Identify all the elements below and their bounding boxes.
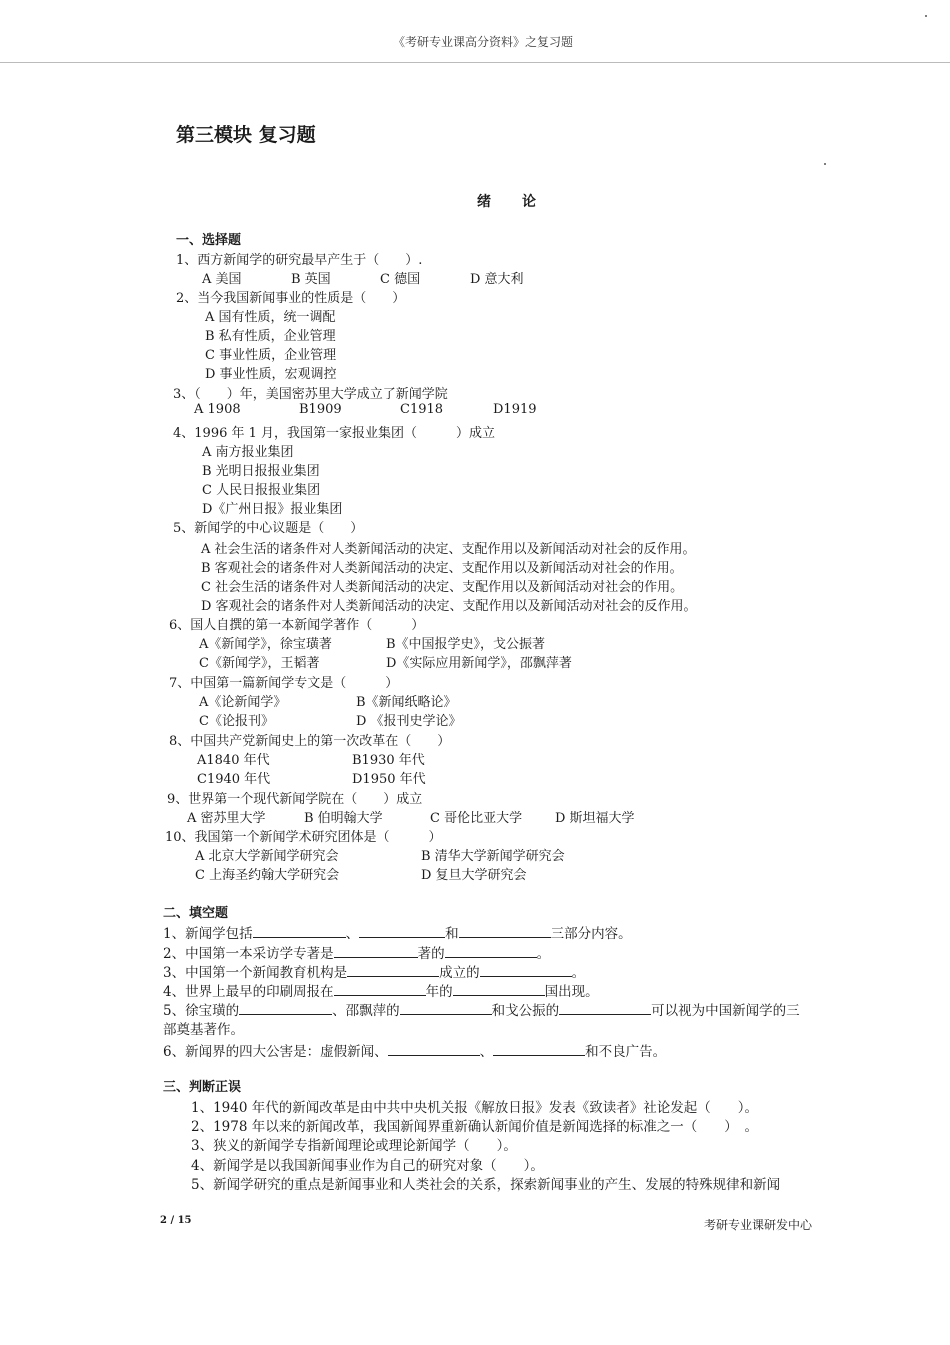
judge-item: 3、狭义的新闻学专指新闻理论或理论新闻学（ ）。 [191, 1138, 517, 1154]
blank[interactable] [239, 1001, 332, 1015]
judge-item: 2、1978 年以来的新闻改革，我国新闻界重新确认新闻价值是新闻选择的标准之一（ ） 。 [191, 1119, 758, 1135]
option: D《实际应用新闻学》，邵飘萍著 [386, 656, 572, 671]
option: B1930 年代 [352, 753, 425, 768]
option: B 清华大学新闻学研究会 [421, 849, 565, 864]
judge-item: 1、1940 年代的新闻改革是由中共中央机关报《解放日报》发表《致读者》社论发起（ ）。 [191, 1100, 758, 1116]
judge-item: 4、新闻学是以我国新闻事业作为自己的研究对象（ ）。 [191, 1158, 544, 1174]
option: C 哥伦比亚大学 [430, 811, 523, 826]
blank[interactable] [453, 982, 545, 996]
option: A 美国 [202, 272, 242, 287]
fill-line-3: 3、中国第一个新闻教育机构是 成立的 。 [163, 965, 586, 981]
question-stem: 8、中国共产党新闻史上的第一次改革在（ ） [169, 734, 451, 749]
option: C《论报刊》 [199, 714, 274, 729]
question-stem: 5、新闻学的中心议题是（ ） [173, 521, 364, 536]
option: D1950 年代 [352, 772, 426, 787]
option: A 北京大学新闻学研究会 [195, 849, 339, 864]
blank[interactable] [334, 944, 418, 958]
blank[interactable] [359, 924, 445, 938]
option: D 复旦大学研究会 [421, 868, 527, 883]
option: B 私有性质，企业管理 [205, 329, 336, 344]
blank[interactable] [459, 924, 551, 938]
option: D1919 [493, 402, 537, 417]
question-stem: 3、（ ）年，美国密苏里大学成立了新闻学院 [173, 387, 448, 402]
question-stem: 7、中国第一篇新闻学专文是（ ） [169, 676, 399, 691]
option: C1918 [400, 402, 444, 417]
section-title: 绪 论 [477, 194, 537, 210]
option: B 客观社会的诸条件对人类新闻活动的决定、支配作用以及新闻活动对社会的作用。 [201, 561, 683, 576]
option: B《新闻纸略论》 [356, 695, 457, 710]
option: D 《报刊史学论》 [356, 714, 462, 729]
question-stem: 10、我国第一个新闻学术研究团体是（ ） [165, 830, 442, 845]
scan-speck [824, 163, 826, 165]
question-stem: 1、西方新闻学的研究最早产生于（ ）. [176, 253, 423, 268]
part3-title: 三、判断正误 [163, 1080, 242, 1095]
question-stem: 6、国人自撰的第一本新闻学著作（ ） [169, 618, 425, 633]
option: A《新闻学》，徐宝璜著 [199, 637, 332, 652]
option: D 客观社会的诸条件对人类新闻活动的决定、支配作用以及新闻活动对社会的反作用。 [201, 599, 697, 614]
option: A 南方报业集团 [202, 445, 294, 460]
option: B《中国报学史》，戈公振著 [386, 637, 546, 652]
option: A1840 年代 [197, 753, 270, 768]
option: C1940 年代 [197, 772, 271, 787]
option: A 社会生活的诸条件对人类新闻活动的决定、支配作用以及新闻活动对社会的反作用。 [201, 542, 696, 557]
option: D 斯坦福大学 [555, 811, 635, 826]
option: D 事业性质，宏观调控 [205, 367, 337, 382]
option: B1909 [299, 402, 342, 417]
part2-title: 二、填空题 [163, 906, 229, 921]
blank[interactable] [388, 1042, 480, 1056]
blank[interactable] [559, 1001, 651, 1015]
option: C 人民日报报业集团 [202, 483, 321, 498]
scan-speck [925, 15, 927, 17]
question-stem: 9、世界第一个现代新闻学院在（ ）成立 [167, 792, 423, 807]
blank[interactable] [493, 1042, 585, 1056]
option: A《论新闻学》 [199, 695, 287, 710]
fill-line-1: 1、新闻学包括 、 和 三部分内容。 [163, 926, 632, 942]
option: C 社会生活的诸条件对人类新闻活动的决定、支配作用以及新闻活动对社会的作用。 [201, 580, 684, 595]
option: B 英国 [291, 272, 331, 287]
fill-line-2: 2、中国第一本采访学专著是 著的 。 [163, 946, 551, 962]
page-number: 2 / 15 [160, 1215, 192, 1226]
question-stem: 2、当今我国新闻事业的性质是（ ） [176, 291, 406, 306]
fill-line-6: 6、新闻界的四大公害是：虚假新闻、 、 和不良广告。 [163, 1044, 667, 1060]
option: B 光明日报报业集团 [202, 464, 320, 479]
option: D 意大利 [470, 272, 524, 287]
blank[interactable] [400, 1001, 492, 1015]
option: C 上海圣约翰大学研究会 [195, 868, 340, 883]
option: A 密苏里大学 [187, 811, 266, 826]
option: C 事业性质，企业管理 [205, 348, 337, 363]
blank[interactable] [480, 963, 572, 977]
option: A 1908 [194, 402, 241, 417]
blank[interactable] [445, 944, 537, 958]
header-rule [0, 62, 950, 63]
fill-line-4: 4、世界上最早的印刷周报在 年的 国出现。 [163, 984, 599, 1000]
blank[interactable] [334, 982, 426, 996]
question-stem: 4、1996 年 1 月，我国第一家报业集团（ ）成立 [173, 426, 496, 441]
blank[interactable] [253, 924, 346, 938]
option: D《广州日报》报业集团 [202, 502, 343, 517]
fill-line-5: 5、徐宝璜的 、邵飘萍的 和戈公振的 可以视为中国新闻学的三 [163, 1003, 800, 1019]
option: C《新闻学》，王韬著 [199, 656, 320, 671]
judge-item: 5、新闻学研究的重点是新闻事业和人类社会的关系，探索新闻事业的产生、发展的特殊规律和新闻 [191, 1177, 781, 1193]
page-header: 《考研专业课高分资料》之复习题 [393, 35, 574, 49]
option: B 伯明翰大学 [304, 811, 383, 826]
part1-title: 一、选择题 [176, 233, 242, 248]
fill-line-5-cont: 部奠基著作。 [163, 1022, 244, 1038]
module-title: 第三模块 复习题 [176, 124, 316, 146]
blank[interactable] [347, 963, 439, 977]
option: C 德国 [380, 272, 421, 287]
option: A 国有性质，统一调配 [205, 310, 336, 325]
footer-org: 考研专业课研发中心 [704, 1218, 813, 1232]
